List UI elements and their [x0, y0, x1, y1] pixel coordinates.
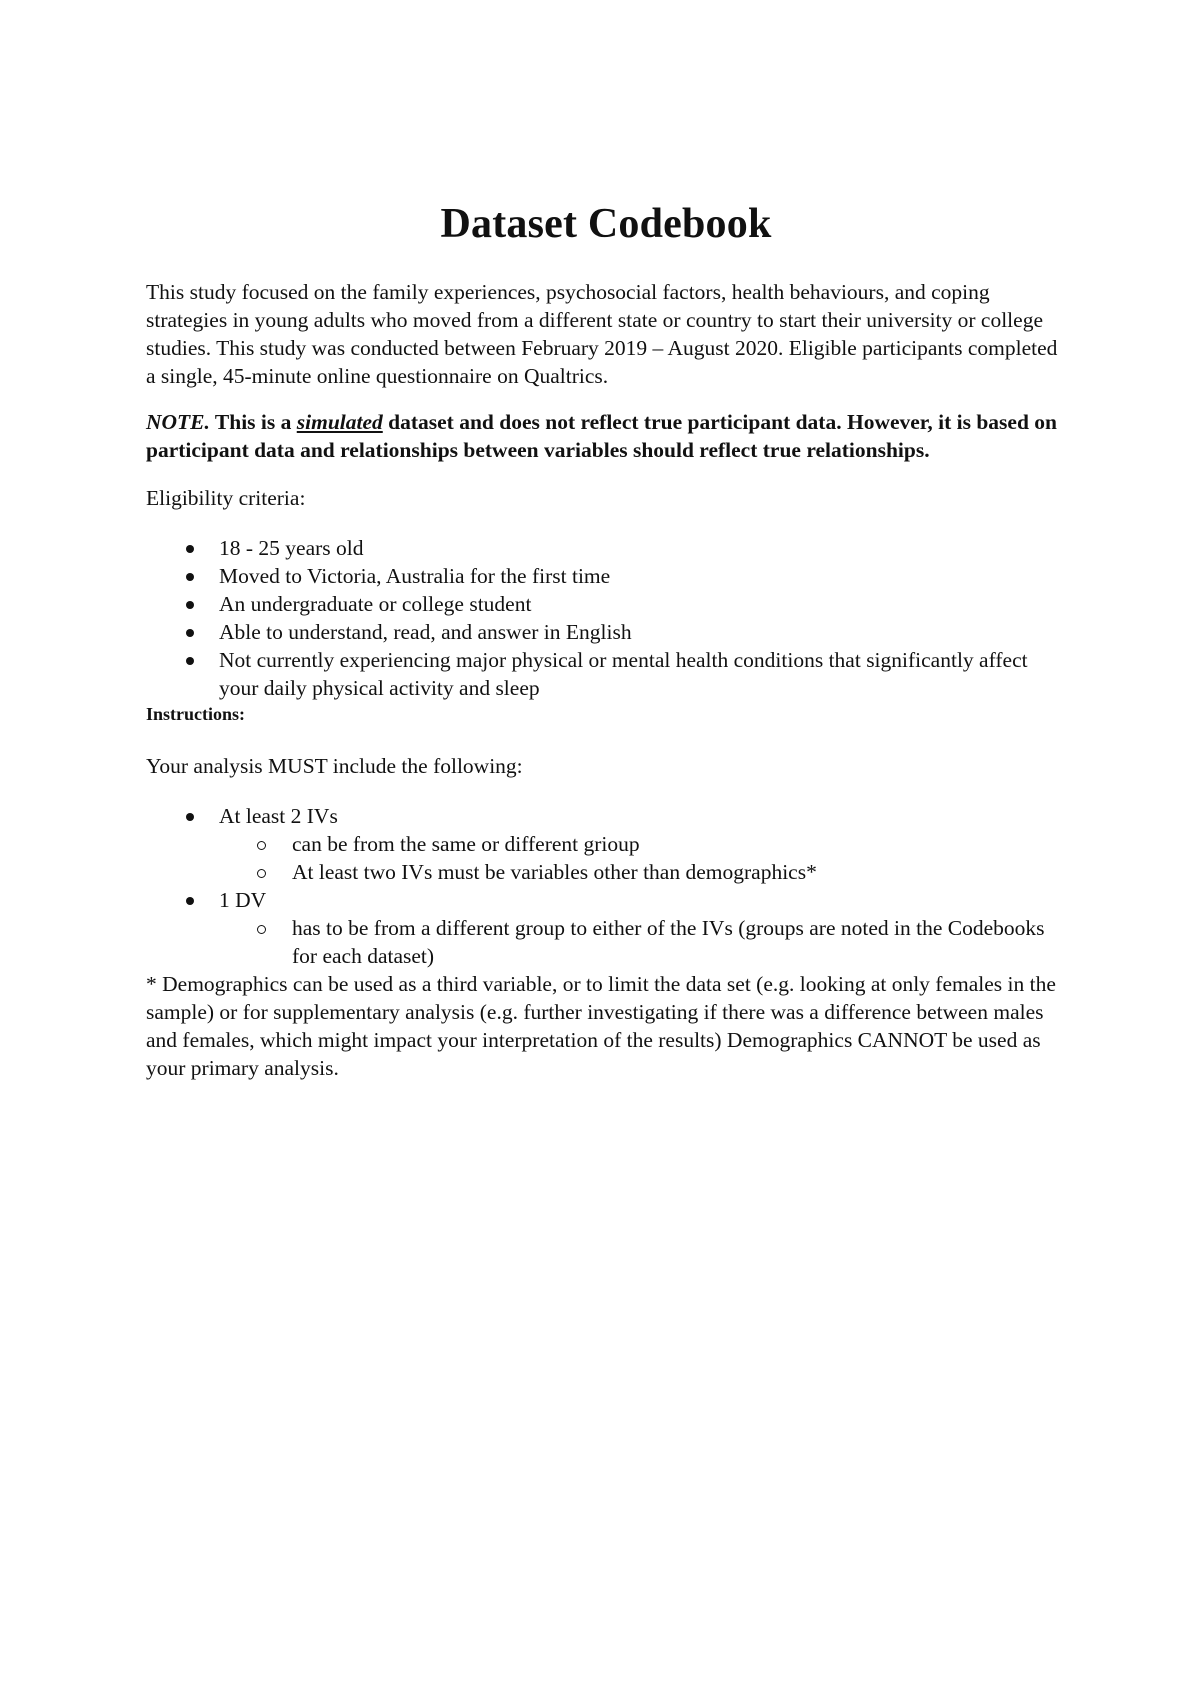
- note-paragraph: [146, 408, 1066, 464]
- document-page: [146, 196, 1066, 1082]
- list-item: Not currently experiencing major physical or mental health conditions that significantly affect your daily physical activity and sleep: [146, 646, 1066, 702]
- instructions-heading: Instructions:: [146, 704, 246, 724]
- list-item: An undergraduate or college student: [146, 590, 1066, 618]
- sub-list-item: can be from the same or different grioup: [219, 830, 1066, 858]
- list-item: 1 DV has to be from a different group to either of the IVs (groups are noted in the Codebooks for each dataset): [146, 886, 1066, 970]
- document-title: Dataset Codebook: [440, 201, 772, 247]
- bullet-icon: [186, 813, 194, 821]
- hollow-bullet-icon: [257, 869, 266, 878]
- eligibility-label: Eligibility criteria:: [146, 486, 306, 510]
- list-item: At least 2 IVs can be from the same or different grioup At least two IVs must be variables other than demographics*: [146, 802, 1066, 886]
- list-item: 18 - 25 years old: [146, 534, 1066, 562]
- demographics-footnote: * Demographics can be used as a third variable, or to limit the data set (e.g. looking at only females in the sample) or for supplementary analysis (e.g. further investigating if there was a difference between males and females, which might impact your interpretation of the results) Demographics CANNOT be used as your primary analysis.: [146, 972, 1056, 1080]
- list-item: Moved to Victoria, Australia for the first time: [146, 562, 1066, 590]
- sub-list: [219, 830, 1066, 886]
- bullet-icon: [186, 545, 194, 553]
- note-emphasis: simulated: [296, 410, 383, 434]
- list-item: Able to understand, read, and answer in English: [146, 618, 1066, 646]
- hollow-bullet-icon: [257, 841, 266, 850]
- bullet-icon: [186, 573, 194, 581]
- note-label: NOTE.: [146, 410, 210, 434]
- bullet-icon: [186, 897, 194, 905]
- must-include-label: Your analysis MUST include the following:: [146, 754, 523, 778]
- bullet-icon: [186, 629, 194, 637]
- sub-list-item: has to be from a different group to either of the IVs (groups are noted in the Codebooks for each dataset): [219, 914, 1066, 970]
- note-text-before: This is a: [209, 410, 297, 434]
- bullet-icon: [186, 601, 194, 609]
- intro-paragraph: This study focused on the family experiences, psychosocial factors, health behaviours, and coping strategies in young adults who moved from a different state or country to start their university or college studies. This study was conducted between February 2019 – August 2020. Eligible participants completed a single, 45-minute online questionnaire on Qualtrics.: [146, 280, 1058, 388]
- bullet-icon: [186, 657, 194, 665]
- sub-list-item: At least two IVs must be variables other than demographics*: [219, 858, 1066, 886]
- eligibility-list: [146, 534, 1066, 702]
- sub-list: [219, 914, 1066, 970]
- analysis-requirements-list: [146, 802, 1066, 970]
- hollow-bullet-icon: [257, 925, 266, 934]
- note-text-after: dataset and does not reflect true participant data. However, it is based on participant data and relationships between variables should reflect true relationships.: [146, 410, 1058, 462]
